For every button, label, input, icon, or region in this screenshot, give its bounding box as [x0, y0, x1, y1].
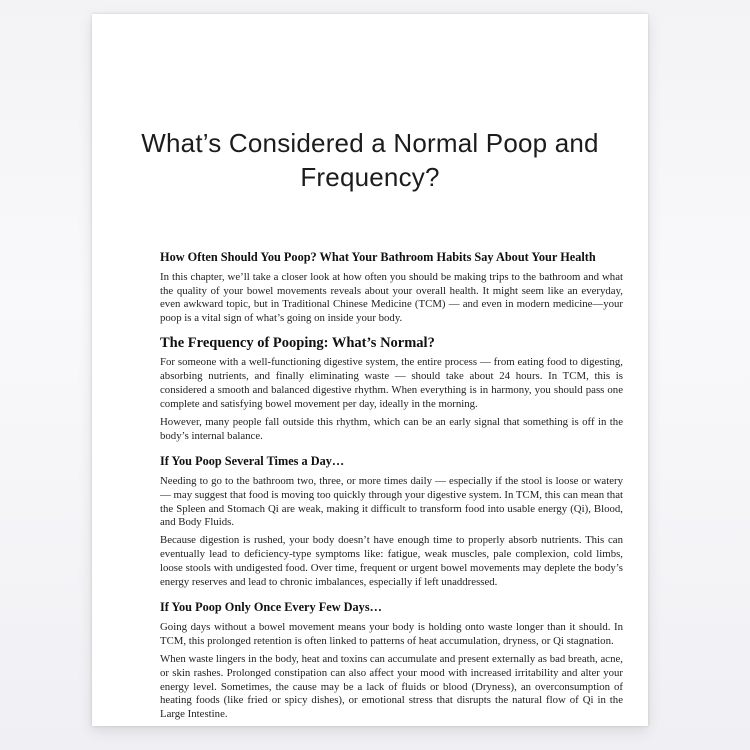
- paragraph: For someone with a well-functioning digestive system, the entire process — from eating food to digesting, absorbing nutrients, and finally eliminating waste — should take about 24 hours. In TCM, this is considered a smooth and balanced digestive rhythm. When everything is in harmony, you should pass one complete and satisfying bowel movement per day, ideally in the morning.: [160, 356, 623, 410]
- document-page: [92, 14, 648, 726]
- paragraph: Needing to go to the bathroom two, three, or more times daily — especially if the stool is loose or watery — may suggest that food is moving too quickly through your digestive system. In TCM, this can mean that the Spleen and Stomach Qi are weak, making it difficult to transform food into usable energy (Qi), Blood, and Body Fluids.: [160, 474, 623, 529]
- section-heading: If You Poop Several Times a Day…: [160, 453, 345, 468]
- page-content: [92, 250, 648, 723]
- paragraph: Going days without a bowel movement means your body is holding onto waste longer than it should. In TCM, this prolonged retention is often linked to patterns of heat accumulation, dryness, or Qi stagnation.: [160, 620, 623, 647]
- document-section: [160, 334, 623, 443]
- paragraph: When waste lingers in the body, heat and toxins can accumulate and present externally as bad breath, acne, or skin rashes. Prolonged constipation can also affect your mood with increased irritability and alter your energy level. Sometimes, the cause may be a lack of fluids or blood (Dryness), an overconsumption of heating foods (like fried or spicy dishes), or emotional stress that disrupts the natural flow of Qi in the Large Intestine.: [160, 652, 623, 721]
- paragraph: However, many people fall outside this rhythm, which can be an early signal that something is off in the body’s internal balance.: [160, 415, 623, 442]
- paragraph: Because digestion is rushed, your body doesn’t have enough time to properly absorb nutrients. This can eventually lead to deficiency-type symptoms like: fatigue, weak muscles, pale complexion, cold limbs, loose stools with undigested food. Over time, frequent or urgent bowel movements may deplete the body’s energy reserves and lead to chronic imbalances, especially if left unaddressed.: [160, 534, 623, 589]
- section-heading: If You Poop Only Once Every Few Days…: [160, 599, 382, 614]
- section-heading: The Frequency of Pooping: What’s Normal?: [160, 335, 435, 352]
- document-section: [160, 454, 623, 590]
- section-heading: How Often Should You Poop? What Your Bathroom Habits Say About Your Health: [160, 249, 596, 264]
- document-section: [160, 600, 623, 722]
- document-section: [160, 250, 623, 327]
- page-title: What’s Considered a Normal Poop and Frequency?: [141, 128, 599, 193]
- paragraph: In this chapter, we’ll take a closer look at how often you should be making trips to the bathroom and what the quality of your bowel movements reveals about your overall health. It might seem like an everyday, even awkward topic, but in Traditional Chinese Medicine (TCM) — and even in modern medicine—your poop is a vital sign of what’s going on inside your body.: [160, 270, 623, 325]
